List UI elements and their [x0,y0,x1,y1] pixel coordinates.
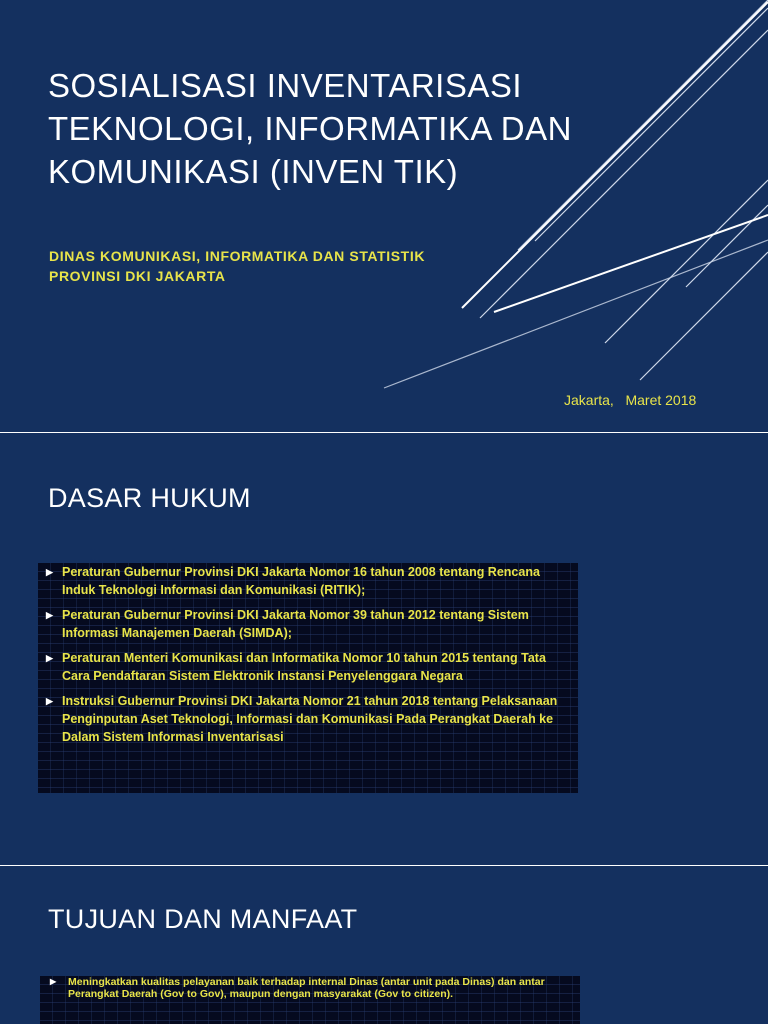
list-item [38,606,578,642]
legal-basis-list [38,563,578,793]
triangle-right-icon: ▶ [46,567,53,577]
objectives-slide [0,866,768,1024]
list-item-text: Instruksi Gubernur Provinsi DKI Jakarta Nomor 21 tahun 2018 tentang Pelaksanaan Penginputan Aset Teknologi, Informasi dan Komunikasi Pada Perangkat Daerah ke Dalam Sistem Informasi Inventarisasi [62,694,558,744]
triangle-right-icon: ▶ [46,610,53,620]
deco-line [686,205,768,287]
triangle-right-icon: ▶ [46,696,53,706]
list-item [40,976,580,1000]
list-item [38,692,578,746]
presentation-date: Jakarta, Maret 2018 [564,392,697,408]
triangle-right-icon: ▶ [46,653,53,663]
list-item-text: Meningkatkan kualitas pelayanan baik terhadap internal Dinas (antar unit pada Dinas) dan antar Perangkat Daerah (Gov to Gov), maupun dengan masyarakat (Gov to citizen). [68,976,545,1000]
deco-line [384,240,768,388]
legal-basis-slide [0,433,768,865]
title-slide [0,0,768,432]
slide-heading: DASAR HUKUM [48,483,251,513]
deco-line [605,180,768,343]
list-item-text: Peraturan Gubernur Provinsi DKI Jakarta Nomor 16 tahun 2008 tentang Rencana Induk Teknologi Informasi dan Komunikasi (RITIK); [62,565,540,597]
list-item-text: Peraturan Gubernur Provinsi DKI Jakarta Nomor 39 tahun 2012 tentang Sistem Informasi Manajemen Daerah (SIMDA); [62,608,529,640]
presentation-subtitle: DINAS KOMUNIKASI, INFORMATIKA DAN STATISTIK PROVINSI DKI JAKARTA [49,248,426,284]
presentation-title: SOSIALISASI INVENTARISASI TEKNOLOGI, INFORMATIKA DAN KOMUNIKASI (INVEN TIK) [48,67,572,190]
list-item-text: Peraturan Menteri Komunikasi dan Informatika Nomor 10 tahun 2015 tentang Tata Cara Pendaftaran Sistem Elektronik Instansi Penyelenggara Negara [62,651,546,683]
deco-line [640,252,768,380]
triangle-right-icon: ▶ [50,977,57,986]
list-item [38,649,578,685]
slide-heading: TUJUAN DAN MANFAAT [48,904,358,934]
objectives-list [40,976,580,1024]
list-item [38,563,578,599]
